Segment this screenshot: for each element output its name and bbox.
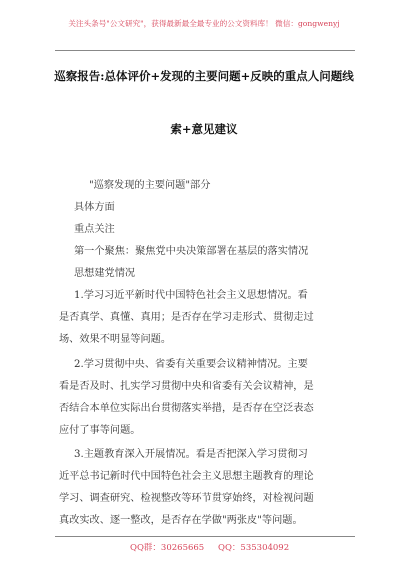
paragraph-line: 是否真学、真懂、真用；是否存在学习走形式、贯彻走过 [59, 312, 314, 323]
paragraph-line: 场、效果不明显等问题。 [59, 334, 172, 345]
focus-item-one: 第一个聚焦：聚焦党中央决策部署在基层的落实情况 [74, 246, 309, 257]
footer-qq-group: QQ群：30265665 [130, 543, 205, 553]
footer-divider [55, 536, 355, 537]
paragraph-line: 否结合本单位实际出台贯彻落实举措，是否存在空泛表态 [59, 403, 314, 414]
section-heading: "巡察发现的主要问题"部分 [89, 180, 211, 191]
subheading-ideology: 思想建党情况 [74, 268, 136, 279]
paragraph-line: 2.学习贯彻中央、省委有关重要会议精神情况。主要 [74, 359, 308, 370]
paragraph-line: 1.学习习近平新时代中国特色社会主义思想情况。看 [74, 290, 308, 301]
document-title-line-1: 巡察报告:总体评价+发现的主要问题+反映的重点人问题线 [54, 69, 354, 83]
paragraph-line: 近平总书记新时代中国特色社会主义思想主题教育的理论 [59, 471, 314, 482]
header-divider [55, 50, 355, 51]
header-notice: 关注头条号"公文研究"，获得最新最全最专业的公文资料库！ 微信：gongwenyj [68, 19, 340, 28]
paragraph-line: 应付了事等问题。 [59, 425, 141, 436]
page-footer [0, 536, 408, 556]
subheading-aspects: 具体方面 [74, 202, 115, 213]
footer-qq-contact: QQ：535304092 [218, 543, 290, 553]
paragraph-line: 真改实改、逐一整改，是否存在学做"两张皮"等问题。 [59, 515, 303, 526]
paragraph-line: 看是否及时、扎实学习贯彻中央和省委有关会议精神，是 [59, 381, 314, 392]
paragraph-line: 3.主题教育深入开展情况。看是否把深入学习贯彻习 [74, 449, 308, 460]
document-title-line-2: 索+意见建议 [170, 122, 238, 136]
paragraph-line: 学习、调查研究、检视整改等环节贯穿始终，对检视问题 [59, 493, 314, 504]
subheading-focus: 重点关注 [74, 224, 115, 235]
page-header [0, 0, 408, 58]
